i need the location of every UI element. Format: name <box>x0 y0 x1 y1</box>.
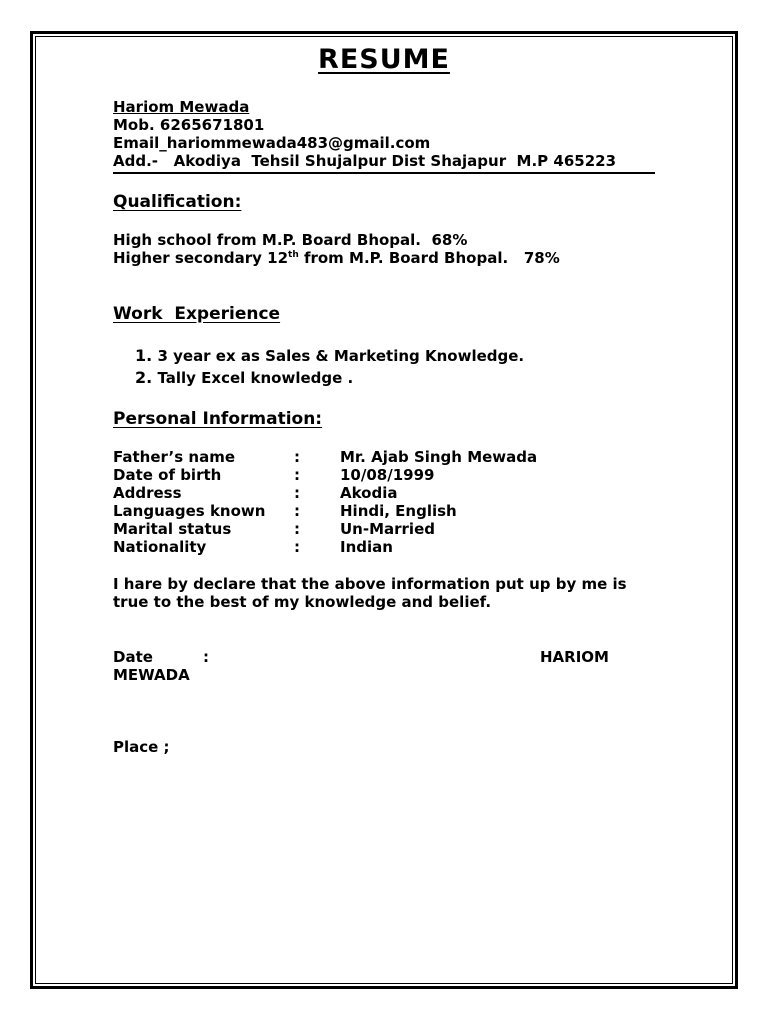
personal-info-separator: : <box>294 520 300 538</box>
personal-info-value: Mr. Ajab Singh Mewada <box>340 448 538 466</box>
resume-title: RESUME <box>318 44 450 75</box>
header-divider <box>113 172 655 174</box>
signature-name-last: MEWADA <box>113 666 190 684</box>
personal-info-separator: : <box>294 538 300 556</box>
experience-item-number: 1. <box>135 346 153 365</box>
date-colon: : <box>203 648 209 666</box>
qualification-higher-secondary-pre: Higher secondary 12 <box>113 249 289 267</box>
personal-info-label: Nationality <box>113 538 207 556</box>
personal-info-label: Address <box>113 484 182 502</box>
mobile-number: Mob. 6265671801 <box>113 116 265 134</box>
personal-info-separator: : <box>294 448 300 466</box>
experience-item <box>135 347 524 365</box>
personal-info-label: Languages known <box>113 502 266 520</box>
qualification-superscript: th <box>288 250 299 260</box>
personal-info-separator: : <box>294 466 300 484</box>
personal-info-value: Akodia <box>340 484 398 502</box>
personal-info-heading: Personal Information: <box>113 409 323 429</box>
qualification-higher-secondary <box>113 249 560 267</box>
place-label: Place ; <box>113 738 170 756</box>
personal-info-label: Father’s name <box>113 448 235 466</box>
personal-info-value: Hindi, English <box>340 502 457 520</box>
qualification-heading: Qualification: <box>113 192 242 212</box>
qualification-high-school: High school from M.P. Board Bhopal. 68% <box>113 231 468 249</box>
personal-info-label: Marital status <box>113 520 232 538</box>
declaration-line: true to the best of my knowledge and belief. <box>113 593 492 611</box>
email-address: Email_hariommewada483@gmail.com <box>113 134 431 152</box>
personal-info-separator: : <box>294 502 300 520</box>
signature-name-first: HARIOM <box>540 648 609 666</box>
date-label: Date <box>113 648 153 666</box>
experience-item-text: 3 year ex as Sales & Marketing Knowledge. <box>157 347 525 365</box>
personal-info-separator: : <box>294 484 300 502</box>
personal-info-label: Date of birth <box>113 466 222 484</box>
personal-info-value: 10/08/1999 <box>340 466 435 484</box>
work-experience-heading: Work Experience <box>113 304 281 324</box>
declaration-line: I hare by declare that the above information put up by me is <box>113 575 627 593</box>
qualification-higher-secondary-post: from M.P. Board Bhopal. 78% <box>298 249 560 267</box>
candidate-name: Hariom Mewada <box>113 98 250 116</box>
personal-info-value: Indian <box>340 538 393 556</box>
experience-item-text: Tally Excel knowledge . <box>157 369 354 387</box>
personal-info-value: Un-Married <box>340 520 435 538</box>
postal-address: Add.- Akodiya Tehsil Shujalpur Dist Shajapur M.P 465223 <box>113 152 617 170</box>
experience-item <box>135 369 353 387</box>
experience-item-number: 2. <box>135 368 153 387</box>
